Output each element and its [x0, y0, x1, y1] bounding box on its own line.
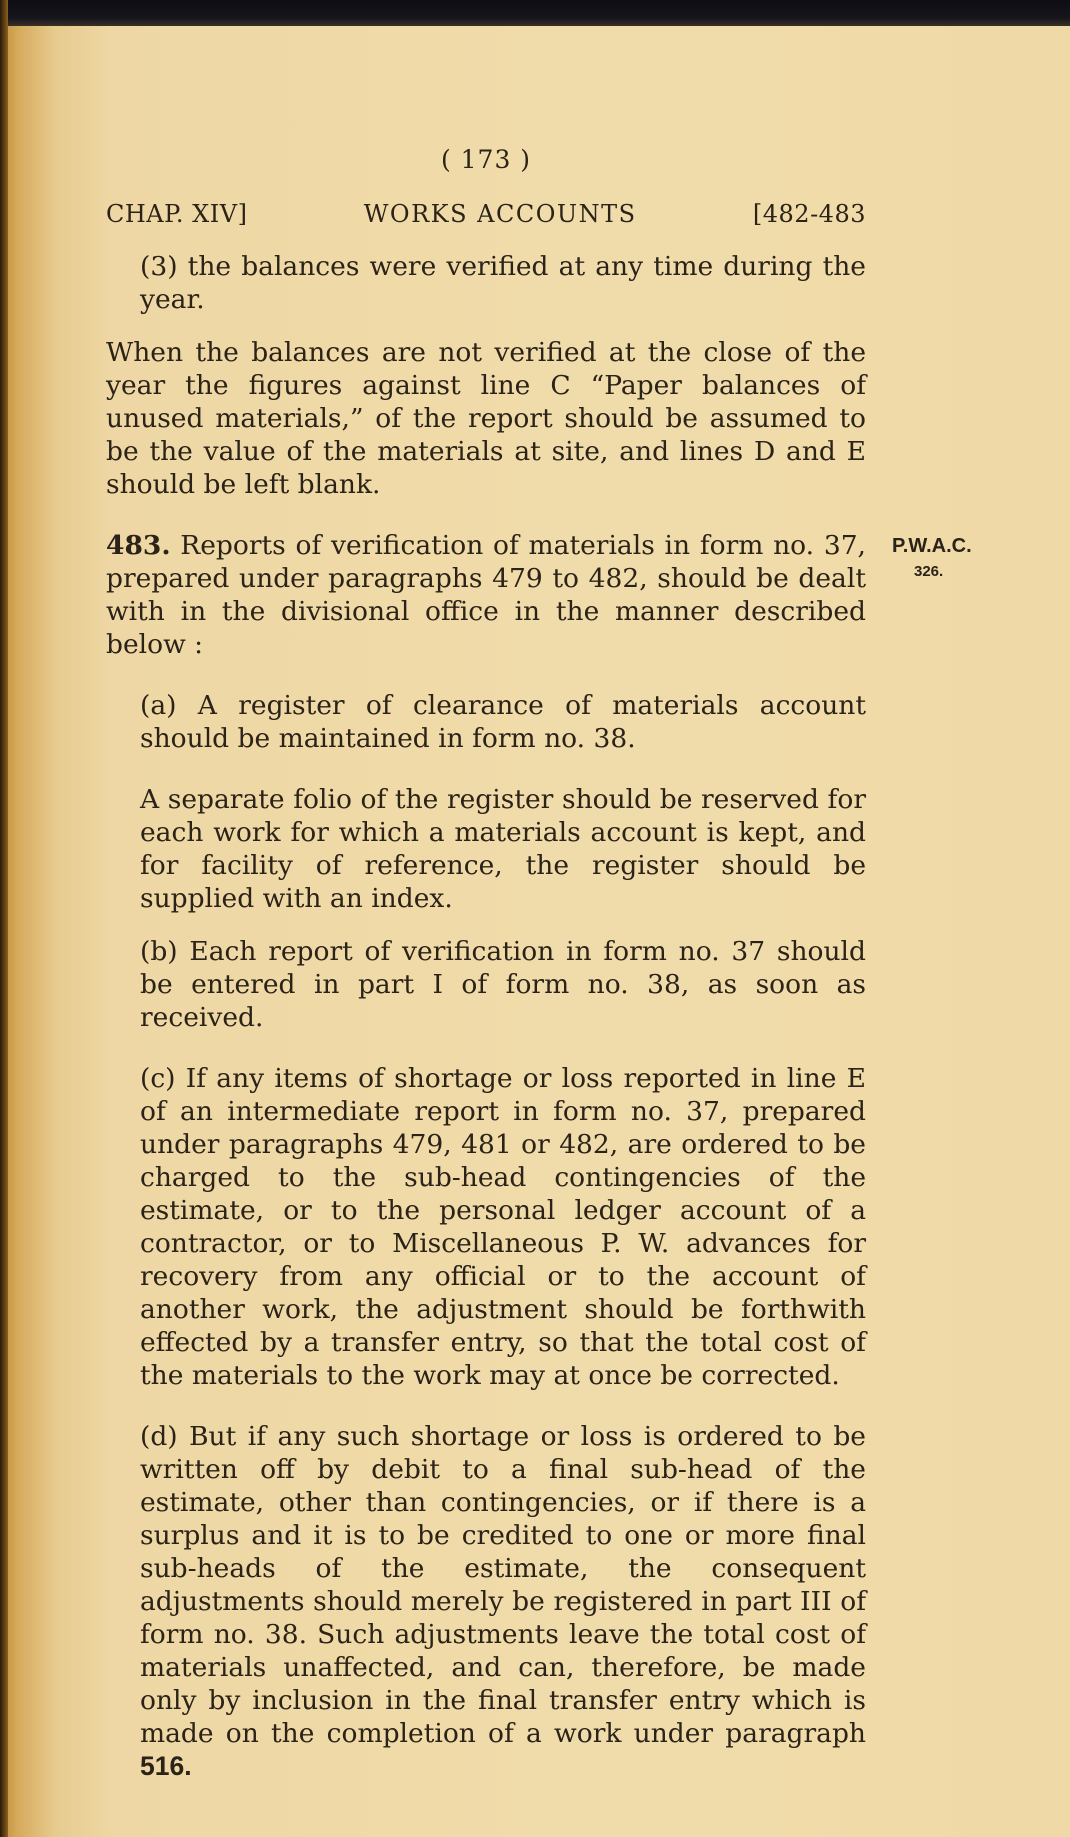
header-title: WORKS ACCOUNTS [363, 200, 637, 228]
page-spine-edge [0, 0, 8, 1837]
page-top-edge [0, 0, 1070, 26]
margin-reference-code: P.W.A.C. [892, 535, 972, 557]
header-chapter: CHAP. XIV] [106, 200, 248, 228]
paragraph-clause-3: (3) the balances were verified at any time during the year. [140, 251, 866, 315]
page-number: ( 173 ) [440, 145, 532, 174]
paragraph-483-text: Reports of verification of materials in form no. 37, prepared under paragraphs 479 to 482, should be dealt with in the divisional office in the manner described below : [106, 530, 866, 660]
paragraph-clause-c: (c) If any items of shortage or loss reported in line E of an intermediate report in form no. 37, prepared under paragraphs 479, 481 or 482, are ordered to be charged to the sub-head contingencies of the estimate, or to the personal ledger account of a contractor, or to Miscellaneous P. W. advances for recovery from any official or to the account of another work, the adjustment should be forthwith effected by a transfer entry, so that the total cost of the materials to the work may at once be corrected. [140, 1063, 866, 1391]
paragraph-516-reference: 516. [140, 1751, 192, 1781]
paragraph-separate-folio: A separate folio of the register should be reserved for each work for which a materials account is kept, and for facility of reference, the register should be supplied with an index. [140, 784, 866, 914]
paragraph-balances-not-verified: When the balances are not verified at the close of the year the figures against line C “Paper balances of unused materials,” of the report should be assumed to be the value of the materials at site, and lines D and E should be left blank. [106, 337, 866, 500]
paragraph-483-block [106, 529, 972, 661]
margin-reference-number: 326. [914, 563, 944, 580]
header-para-range: [482-483 [752, 200, 866, 228]
paragraph-clause-d-text: (d) But if any such shortage or loss is ordered to be written off by debit to a final sub-head of the estimate, other than contingencies, or if there is a surplus and it is to be credited to one or more final sub-heads of the estimate, the consequent adjustments should merely be registered in part III of form no. 38. Such adjustments leave the total cost of materials unaffected, and can, therefore, be made only by inclusion in the final transfer entry which is made on the completion of a work under paragraph [140, 1421, 866, 1749]
page-content [106, 145, 972, 1783]
paragraph-483 [106, 529, 866, 661]
margin-reference [892, 533, 982, 585]
paragraph-clause-b: (b) Each report of verification in form no. 37 should be entered in part I of form no. 38, as soon as received. [140, 936, 866, 1033]
paragraph-clause-d [106, 1420, 866, 1783]
paragraph-number-483: 483. [106, 530, 171, 561]
paragraph-clause-a: (a) A register of clearance of materials account should be maintained in form no. 38. [140, 690, 866, 754]
running-header [106, 200, 866, 228]
